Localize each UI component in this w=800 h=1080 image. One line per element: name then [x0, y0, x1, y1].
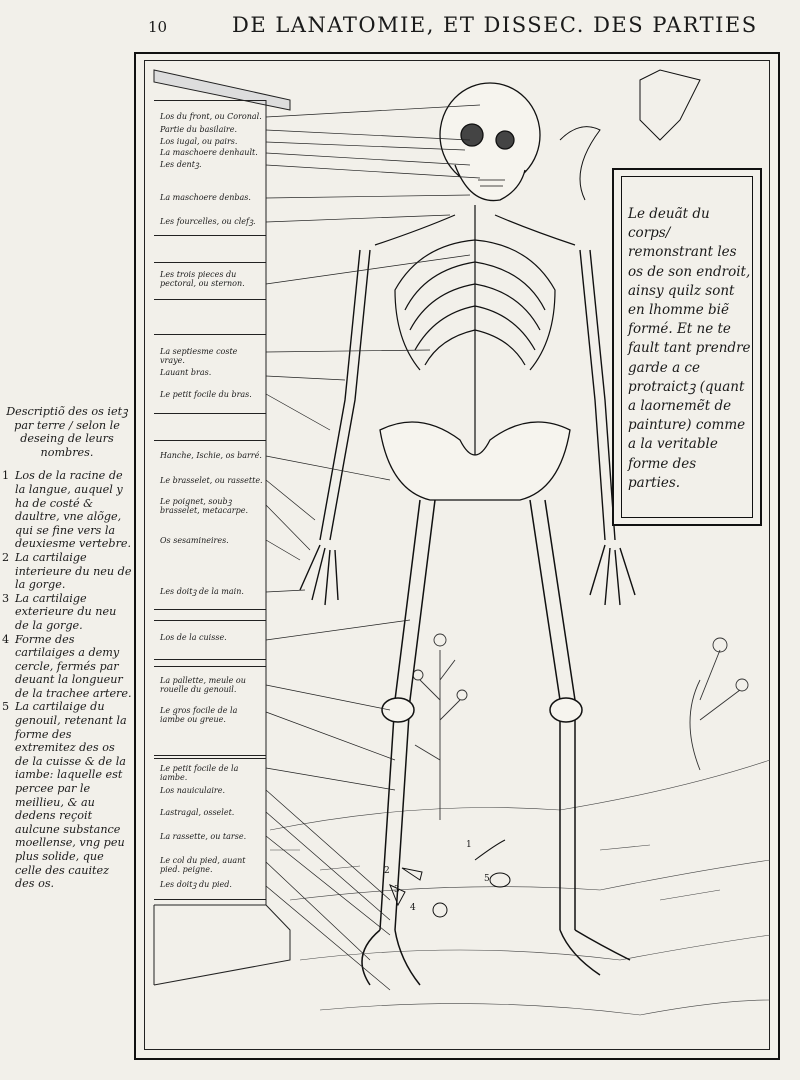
running-head: DE LANATOMIE, ET DISSEC. DES PARTIES	[232, 13, 758, 37]
bone-label: Los du front, ou Coronal.	[160, 112, 262, 121]
margin-item-number: 5	[2, 700, 10, 714]
margin-item-number: 4	[2, 632, 10, 646]
margin-item	[2, 592, 132, 633]
margin-item-number: 3	[2, 591, 10, 605]
bone-label: La maschoere denbas.	[160, 193, 251, 202]
figure-number-4: 4	[410, 903, 416, 913]
bone-label: La pallette, meule ou rouelle du genouil.	[160, 676, 246, 694]
bone-label: Os sesamineires.	[160, 536, 229, 545]
bone-label: Le poignet, soubꝫ brasselet, metacarpe.	[160, 497, 249, 515]
bone-label: La maschoere denhault.	[160, 148, 258, 157]
margin-item	[2, 551, 132, 592]
bone-label: Los de la cuisse.	[160, 633, 227, 642]
figure-number-2: 2	[384, 866, 390, 876]
plaque-text: Le deuãt du corps/ remonstrant les os de son endroit, ainsy quilz sont en lhomme biẽ formé. Et ne te fault tant prendre garde a ce protraictꝫ (quant a laornemẽt de painture) comme a la veritable forme des parties.	[628, 206, 751, 491]
label-box-hand	[154, 440, 266, 610]
bone-label: Lauant bras.	[160, 368, 212, 377]
margin-item-text: La cartilaige du genouil, retenant la forme des extremitez des os de la cuisse & de la iambe: laquelle est percee par le meillieu, & au dedens reçoit aulcune substance moellense, vng peu plus solide, que celle des cauitez des os.	[15, 700, 127, 891]
bone-label: Le col du pied, auant pied. peigne.	[160, 856, 246, 874]
figure-number-5: 5	[484, 874, 490, 884]
margin-item-text: La cartilaige exterieure du neu de la gorge.	[15, 591, 117, 632]
margin-item	[2, 700, 132, 890]
bone-label: Les doitꝫ de la main.	[160, 587, 244, 596]
margin-item-text: Forme des cartilaiges a demy cercle, fermés par deuant la longueur de la trachee artere.	[15, 632, 132, 700]
bone-label: Lastragal, osselet.	[160, 808, 235, 817]
bone-label: Les fourcelles, ou clefꝫ.	[160, 217, 256, 226]
bone-label: La rassette, ou tarse.	[160, 832, 247, 841]
bone-label: Le brasselet, ou rassette.	[160, 476, 263, 485]
bone-label: Hanche, Ischie, os barré.	[160, 451, 262, 460]
bone-label: Los iugal, ou pairs.	[160, 137, 238, 146]
bone-label: Le petit focile de la iambe.	[160, 764, 239, 782]
bone-label: Les trois pieces du pectoral, ou sternon.	[160, 270, 245, 288]
margin-item-number: 2	[2, 550, 10, 564]
margin-item-text: Los de la racine de la langue, auquel y ha de costé & daultre, vne alõge, qui se fine vers la deuxiesme vertebre.	[15, 469, 132, 551]
margin-item	[2, 633, 132, 701]
bone-label: Les dentꝫ.	[160, 160, 202, 169]
page-number: 10	[148, 18, 168, 36]
margin-heading: Descriptiõ des os ietꝫ par terre / selon le deseing de leurs nombres.	[6, 405, 128, 459]
bone-label: La septiesme coste vraye.	[160, 347, 238, 365]
figure-number-3: 3	[394, 885, 400, 895]
bone-label: Les doitꝫ du pied.	[160, 880, 232, 889]
figure-number-1: 1	[466, 840, 472, 850]
bone-label: Le petit focile du bras.	[160, 390, 252, 399]
margin-description	[2, 405, 132, 891]
margin-item-text: La cartilaige interieure du neu de la gorge.	[15, 550, 132, 592]
margin-item	[2, 469, 132, 551]
bone-label: Partie du basilaire.	[160, 125, 238, 134]
margin-item-number: 1	[2, 469, 10, 483]
bone-label: Los nauiculaire.	[160, 786, 226, 795]
bone-label: Le gros focile de la iambe ou greue.	[160, 706, 238, 724]
